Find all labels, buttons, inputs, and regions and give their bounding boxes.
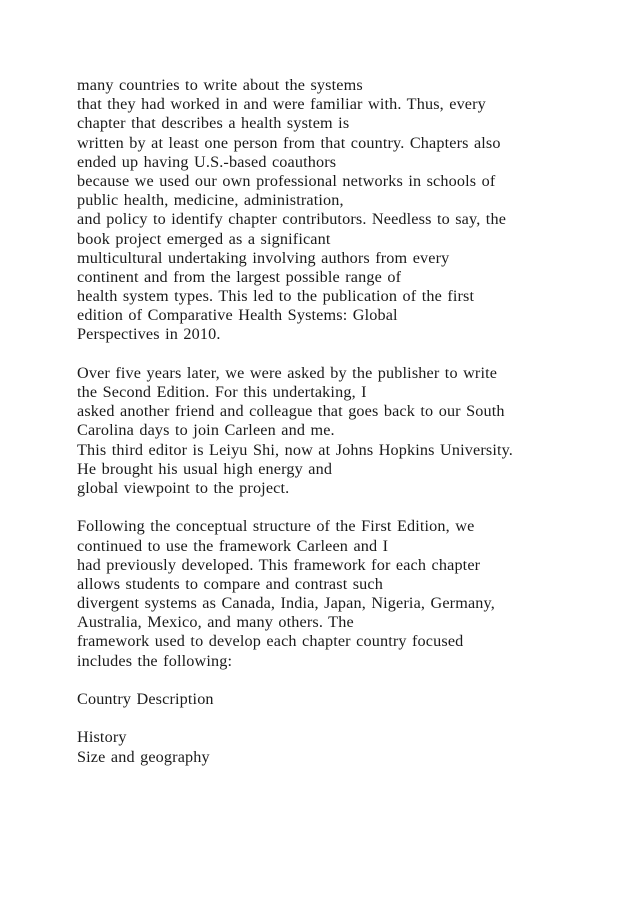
text-line: continent and from the largest possible range of (77, 267, 402, 286)
text-line: Perspectives in 2010. (77, 325, 221, 344)
text-line: divergent systems as Canada, India, Japan, Nigeria, Germany, (77, 594, 495, 613)
text-line: ended up having U.S.-based coauthors (77, 152, 337, 171)
text-line: public health, medicine, administration, (77, 191, 344, 210)
text-line: global viewpoint to the project. (77, 478, 290, 497)
text-line: Carolina days to join Carleen and me. (77, 421, 335, 440)
text-line: allows students to compare and contrast such (77, 574, 384, 593)
text-line: edition of Comparative Health Systems: Global (77, 306, 398, 325)
text-line: Size and geography (77, 747, 210, 766)
text-line: chapter that describes a health system is (77, 114, 350, 133)
text-line: Country Description (77, 690, 214, 708)
paragraph-3 (77, 517, 617, 671)
text-line: Following the conceptual structure of the First Edition, we (77, 517, 475, 536)
document-page (77, 76, 617, 767)
text-line: asked another friend and colleague that goes back to our South (77, 402, 505, 421)
text-line: Over five years later, we were asked by the publisher to write (77, 363, 498, 382)
text-line: book project emerged as a significant (77, 229, 331, 248)
text-line: health system types. This led to the publication of the first (77, 287, 475, 306)
paragraph-5 (77, 728, 617, 766)
text-line: written by at least one person from that country. Chapters also (77, 133, 501, 152)
text-line: had previously developed. This framework for each chapter (77, 555, 481, 574)
paragraph-2 (77, 364, 617, 498)
text-line: Australia, Mexico, and many others. The (77, 613, 354, 632)
text-line: includes the following: (77, 651, 233, 670)
paragraph-spacer (77, 345, 617, 364)
text-line: that they had worked in and were familiar with. Thus, every (77, 95, 486, 114)
text-line: many countries to write about the systems (77, 76, 363, 94)
text-line: the Second Edition. For this undertaking, I (77, 383, 367, 401)
text-line: because we used our own professional networks in schools of (77, 171, 496, 190)
paragraph-4 (77, 690, 617, 709)
paragraph-spacer (77, 709, 617, 728)
paragraph-spacer (77, 498, 617, 517)
text-line: History (77, 728, 127, 747)
text-line: This third editor is Leiyu Shi, now at Johns Hopkins University. (77, 440, 514, 459)
text-line: continued to use the framework Carleen and I (77, 536, 389, 555)
paragraph-spacer (77, 671, 617, 690)
text-line: He brought his usual high energy and (77, 459, 333, 478)
text-line: multicultural undertaking involving authors from every (77, 248, 450, 267)
paragraph-1 (77, 76, 617, 345)
text-line: and policy to identify chapter contributors. Needless to say, the (77, 210, 507, 229)
text-line: framework used to develop each chapter country focused (77, 632, 464, 651)
